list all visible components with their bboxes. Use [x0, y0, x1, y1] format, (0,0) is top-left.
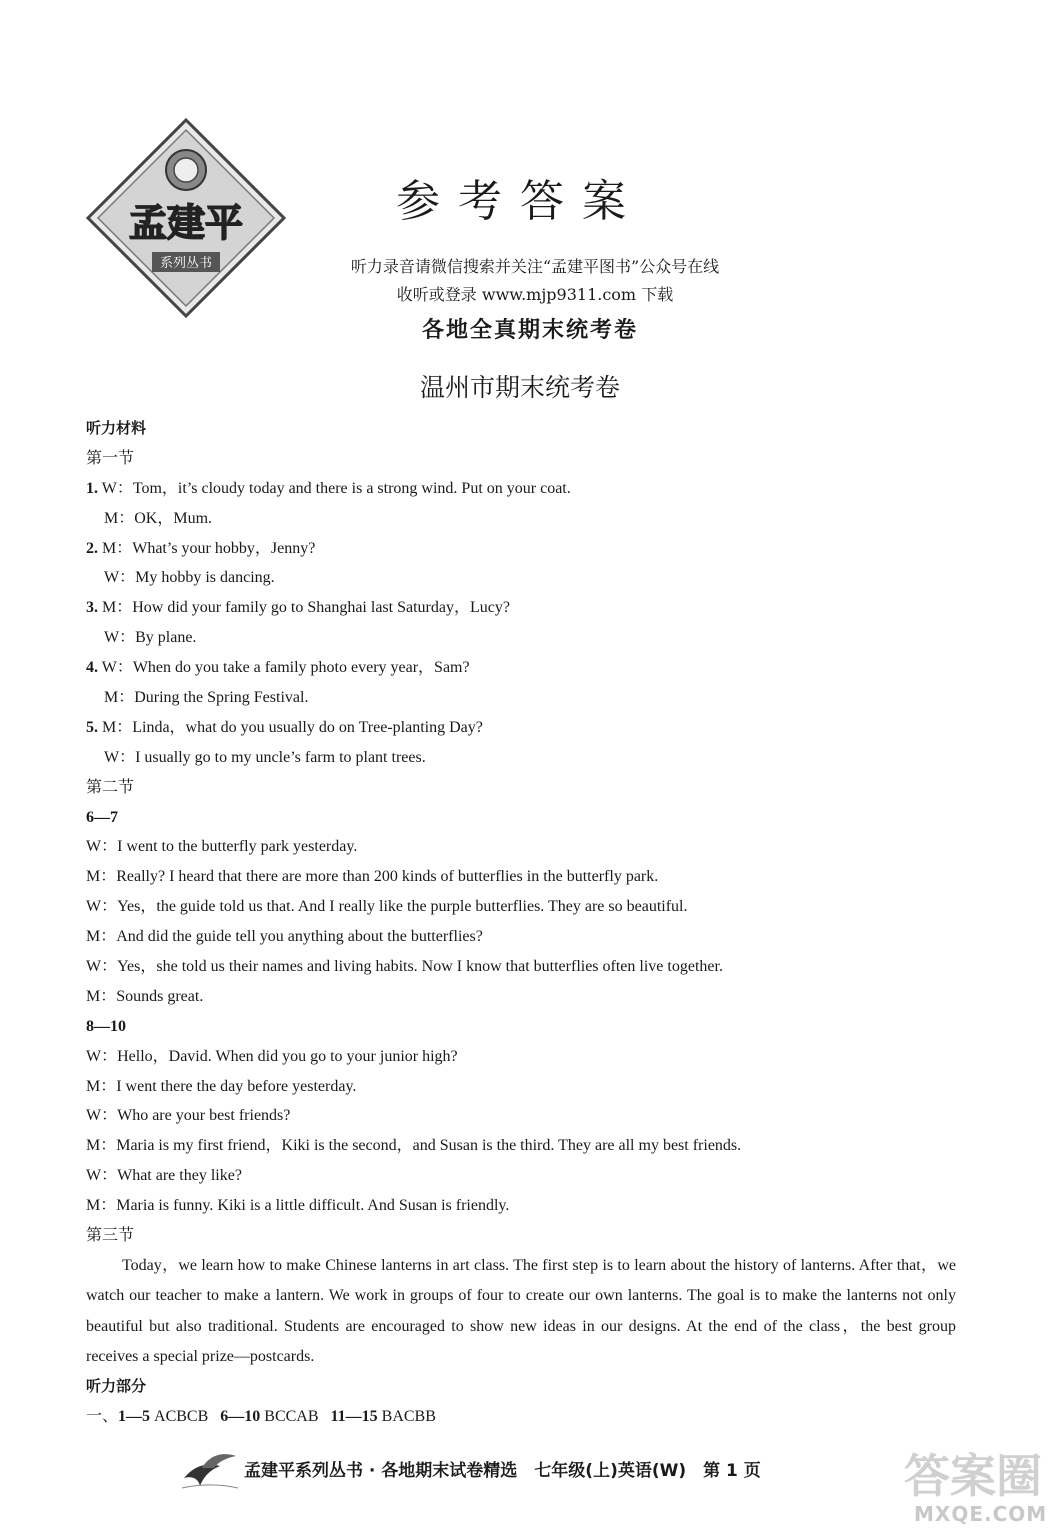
- dialog2-label: 8—10: [86, 1017, 126, 1035]
- dialog-line: W：Yes，the guide told us that. And I really like the purple butterflies. They are so beautiful.: [86, 898, 688, 916]
- dialog-line: W：I went to the butterfly park yesterday.: [86, 838, 358, 856]
- dialog-line: M：Maria is my first friend，Kiki is the second，and Susan is the third. They are all my best friends.: [86, 1137, 742, 1155]
- notice-line-2: 收听或登录 www.mjp9311.com 下载: [396, 285, 674, 304]
- listening-title: 听力材料: [86, 419, 147, 437]
- watermark-url: MXQE.COM: [914, 1502, 1048, 1526]
- dialog-line: W：Who are your best friends?: [86, 1107, 291, 1125]
- dialog-line: 1. W：Tom，it’s cloudy today and there is a strong wind. Put on your coat.: [86, 479, 571, 497]
- section-title: 各地全真期末统考卷: [421, 318, 638, 343]
- part3-title: 第三节: [86, 1227, 135, 1245]
- swallow-icon: [180, 1448, 240, 1492]
- logo-name: 孟建平: [128, 201, 244, 245]
- part1-title: 第一节: [86, 449, 135, 467]
- dialog-line: M：OK，Mum.: [104, 509, 213, 527]
- answers-title: 听力部分: [86, 1377, 147, 1396]
- dialog-line: W：My hobby is dancing.: [104, 569, 275, 587]
- exam-title: 温州市期末统考卷: [419, 373, 620, 402]
- dialog-line: 5. M：Linda，what do you usually do on Tree-planting Day?: [86, 718, 483, 736]
- dialog-line: W：I usually go to my uncle’s farm to plant trees.: [104, 748, 426, 766]
- dialog-line: 2. M：What’s your hobby，Jenny?: [86, 539, 316, 557]
- page-footer: [180, 1448, 880, 1492]
- notice-line-1: 听力录音请微信搜索并关注“孟建平图书”公众号在线: [350, 257, 720, 276]
- dialog-line: W：Hello，David. When did you go to your junior high?: [86, 1047, 458, 1065]
- dialog1-label: 6—7: [86, 808, 118, 826]
- dialog-line: M：Sounds great.: [86, 987, 204, 1005]
- answer-key: 一、1—5 ACBCB 6—10 BCCAB 11—15 BACBB: [86, 1408, 436, 1426]
- dialog-line: M：Maria is funny. Kiki is a little difficult. And Susan is friendly.: [86, 1197, 510, 1215]
- dialog-line: W：Yes，she told us their names and living habits. Now I know that butterflies often live together.: [86, 958, 723, 976]
- listening-passage: Today，we learn how to make Chinese lanterns in art class. The first step is to learn about the history of lanterns. After that，we watch our teacher to make a lantern. We work in groups of four to create our own lanterns. The goal is to make the lanterns not only beautiful but also traditional. Students are encouraged to show new ideas in our designs. At the end of the class，the best group receives a special prize—postcards.: [86, 1256, 957, 1365]
- watermark-logo: 答案圈: [904, 1449, 1042, 1503]
- dialog-line: M：During the Spring Festival.: [104, 689, 309, 707]
- answer-content: [86, 414, 956, 1432]
- part2-title: 第二节: [86, 778, 135, 796]
- dialog-line: 3. M：How did your family go to Shanghai last Saturday，Lucy?: [86, 599, 510, 617]
- publisher-logo: [86, 118, 286, 318]
- dialog-line: W：By plane.: [104, 629, 197, 647]
- footer-text: 孟建平系列丛书 · 各地期末试卷精选 七年级(上)英语(W) 第 1 页: [244, 1461, 761, 1481]
- dialog-line: M：And did the guide tell you anything about the butterflies?: [86, 928, 483, 946]
- page-title: 参考答案: [396, 176, 644, 227]
- logo-sub: 系列丛书: [159, 256, 213, 271]
- dialog-line: W：What are they like?: [86, 1167, 242, 1185]
- dialog-line: M：I went there the day before yesterday.: [86, 1077, 357, 1095]
- watermark: [900, 1440, 1050, 1532]
- dialog-line: M：Really? I heard that there are more than 200 kinds of butterflies in the butterfly park.: [86, 868, 659, 886]
- dialog-line: 4. W：When do you take a family photo every year，Sam?: [86, 659, 470, 677]
